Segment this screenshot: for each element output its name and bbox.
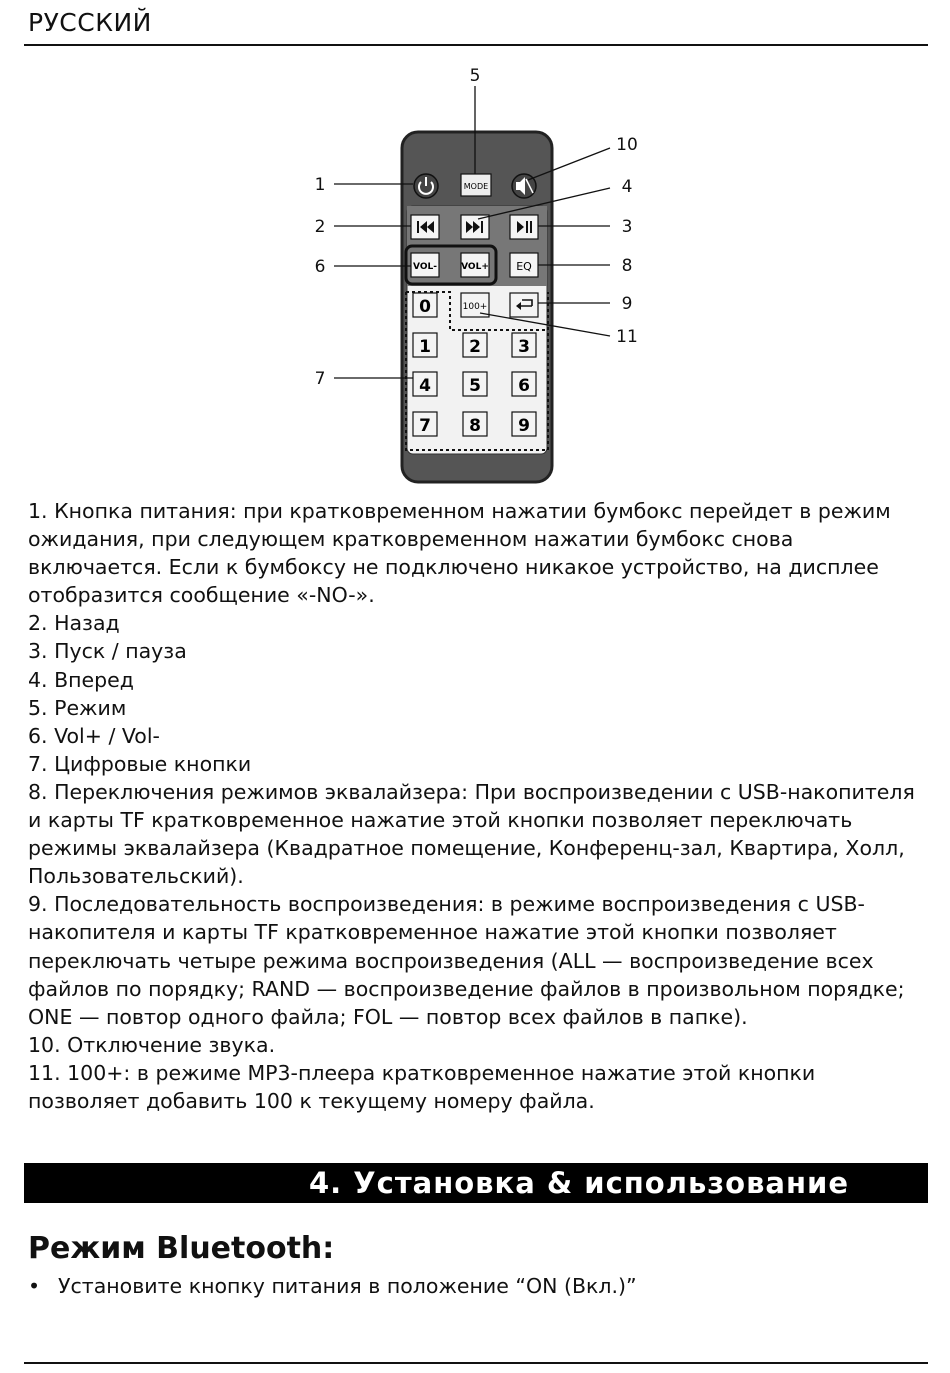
description-2: 2. Назад — [28, 611, 120, 636]
previous-button — [411, 215, 439, 239]
power-button — [414, 174, 438, 198]
section-title: 4. Установка & использование — [309, 1166, 850, 1200]
callout-7: 7 — [314, 369, 326, 389]
callout-11: 11 — [616, 327, 638, 347]
svg-text:MODE: MODE — [463, 182, 489, 191]
eq-button — [510, 253, 538, 277]
svg-text:2: 2 — [469, 337, 481, 357]
button-descriptions — [28, 497, 928, 1115]
svg-text:4: 4 — [419, 376, 431, 396]
description-11: 11. 100+: в режиме MP3-плеера кратковременное нажатие этой кнопки позволяет добавить 100 к текущему номеру файла. — [28, 1060, 816, 1113]
digit-3-button — [512, 333, 536, 357]
svg-text:8: 8 — [469, 416, 481, 436]
callout-6: 6 — [314, 257, 326, 277]
svg-text:5: 5 — [469, 376, 481, 396]
language-header: РУССКИЙ — [28, 8, 152, 37]
callout-9: 9 — [621, 294, 633, 314]
svg-text:100+: 100+ — [462, 302, 488, 312]
description-4: 4. Вперед — [28, 667, 134, 692]
description-1: 1. Кнопка питания: при кратковременном нажатии бумбокс перейдет в режим ожидания, при следующем кратковременном нажатии бумбокс снова включается. Если к бумбоксу не подключено никакое устройство, на дисплее отобразится сообщение «-NO-». — [28, 499, 891, 608]
description-9: 9. Последовательность воспроизведения: в режиме воспроизведения с USB-накопителя и карты TF кратковременное нажатие этой кнопки позволяет переключать четыре режима воспроизведения (ALL — воспроизведение всех файлов по порядку; RAND — воспроизведение файлов в произвольном порядке; ONE — повтор одного файла; FOL — повтор всех файлов в папке). — [28, 892, 905, 1029]
svg-text:EQ: EQ — [516, 260, 532, 273]
bluetooth-heading: Режим Bluetooth: — [28, 1231, 335, 1266]
digit-4-button — [413, 372, 437, 396]
play-pause-button — [510, 215, 538, 239]
description-7: 7. Цифровые кнопки — [28, 751, 252, 776]
digit-8-button — [463, 412, 487, 436]
description-6: 6. Vol+ / Vol- — [28, 723, 160, 748]
callout-1: 1 — [314, 175, 326, 195]
digit-6-button — [512, 372, 536, 396]
callout-4: 4 — [621, 177, 633, 197]
svg-text:6: 6 — [518, 376, 530, 396]
top-rule — [24, 44, 928, 46]
callout-8: 8 — [621, 256, 633, 276]
bullet-icon: • — [28, 1274, 41, 1298]
digit-0-button — [413, 293, 437, 317]
vol-minus-button — [411, 253, 439, 277]
repeat-button — [510, 293, 538, 317]
bullet-text: Установите кнопку питания в положение “ON (Вкл.)” — [58, 1274, 637, 1298]
svg-text:3: 3 — [518, 337, 530, 357]
bottom-rule — [24, 1362, 928, 1364]
callout-3: 3 — [621, 217, 633, 237]
svg-text:1: 1 — [419, 337, 431, 357]
callout-10: 10 — [616, 135, 638, 155]
bullet-item — [28, 1272, 637, 1300]
description-5: 5. Режим — [28, 695, 127, 720]
remote-control-diagram — [300, 60, 660, 490]
callout-5: 5 — [469, 66, 481, 86]
digit-5-button — [463, 372, 487, 396]
digit-1-button — [413, 333, 437, 357]
mode-button — [461, 174, 491, 196]
digit-7-button — [413, 412, 437, 436]
description-10: 10. Отключение звука. — [28, 1032, 276, 1057]
digit-9-button — [512, 412, 536, 436]
svg-text:VOL+: VOL+ — [461, 262, 489, 272]
svg-text:VOL-: VOL- — [413, 262, 437, 272]
svg-text:9: 9 — [518, 416, 530, 436]
svg-text:7: 7 — [419, 416, 431, 436]
description-3: 3. Пуск / пауза — [28, 639, 187, 664]
section-heading-bar — [24, 1163, 928, 1203]
description-8: 8. Переключения режимов эквалайзера: При воспроизведении с USB-накопителя и карты TF кратковременное нажатие этой кнопки позволяет переключать режимы эквалайзера (Квадратное помещение, Конференц-зал, Квартира, Холл, Пользовательский). — [28, 779, 915, 889]
next-button — [461, 215, 489, 239]
svg-text:0: 0 — [419, 297, 431, 317]
callout-2: 2 — [314, 217, 326, 237]
digit-2-button — [463, 333, 487, 357]
vol-plus-button — [461, 253, 489, 277]
